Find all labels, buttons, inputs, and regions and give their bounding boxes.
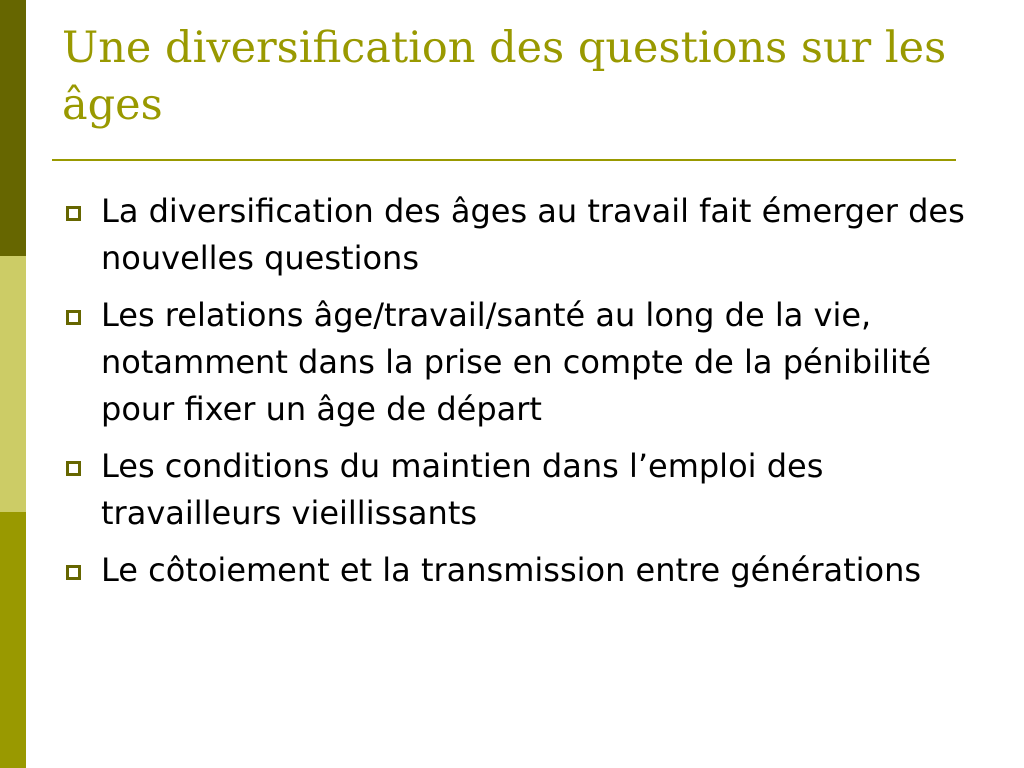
title-divider xyxy=(52,159,956,161)
sidebar-middle-band xyxy=(0,256,26,512)
bullet-text: Les relations âge/travail/santé au long de la vie, notamment dans la prise en compte de la pénibilité pour fixer un âge de départ xyxy=(101,296,932,428)
bullet-item-4 xyxy=(62,547,982,594)
bullet-text: Les conditions du maintien dans l’emploi des travailleurs vieillissants xyxy=(101,447,824,532)
square-bullet-icon xyxy=(66,206,81,221)
bullet-item-1 xyxy=(62,188,982,282)
square-bullet-icon xyxy=(66,565,81,580)
square-bullet-icon xyxy=(66,461,81,476)
sidebar-top-band xyxy=(0,0,26,256)
sidebar-bottom-band xyxy=(0,512,26,768)
bullet-text: Le côtoiement et la transmission entre générations xyxy=(101,551,922,589)
bullet-item-3 xyxy=(62,443,982,537)
bullet-text: La diversification des âges au travail fait émerger des nouvelles questions xyxy=(101,192,965,277)
slide-title: Une diversification des questions sur les âges xyxy=(62,23,947,130)
square-bullet-icon xyxy=(66,310,81,325)
bullet-list xyxy=(62,188,982,604)
bullet-item-2 xyxy=(62,292,982,433)
